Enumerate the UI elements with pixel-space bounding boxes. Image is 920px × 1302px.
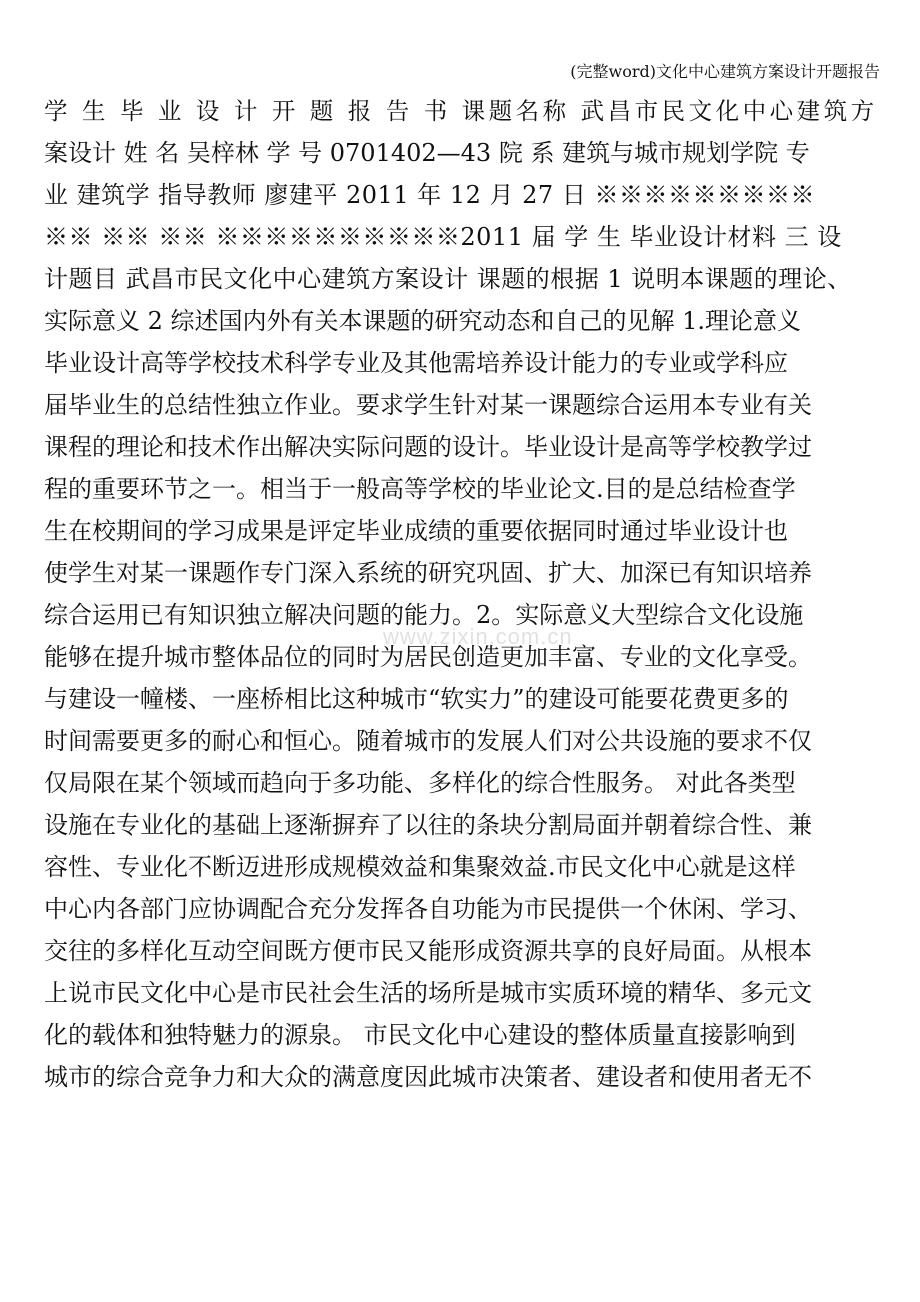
text-line: 案设计 姓 名 吴梓林 学 号 0701402—43 院 系 建筑与城市规划学院 专	[44, 139, 810, 167]
text-line: 交往的多样化互动空间既方便市民又能形成资源共享的良好局面。从根本	[44, 937, 812, 965]
text-line: 综合运用已有知识独立解决问题的能力。2。实际意义大型综合文化设施	[44, 601, 804, 629]
text-line: 上说市民文化中心是市民社会生活的场所是城市实质环境的精华、多元文	[44, 979, 812, 1007]
text-line: 化的载体和独特魅力的源泉。 市民文化中心建设的整体质量直接影响到	[44, 1021, 796, 1049]
text-line: 届毕业生的总结性独立作业。要求学生针对某一课题综合运用本专业有关	[44, 391, 812, 419]
text-line: ※※ ※※ ※※ ※※※※※※※※※※2011 届 学 生 毕业设计材料 三 设	[44, 223, 842, 251]
text-line: 能够在提升城市整体品位的同时为居民创造更加丰富、专业的文化享受。	[44, 643, 812, 671]
text-line: 计题目 武昌市民文化中心建筑方案设计 课题的根据 1 说明本课题的理论、	[44, 265, 852, 293]
text-line: 仅局限在某个领域而趋向于多功能、多样化的综合性服务。 对此各类型	[44, 769, 796, 797]
text-line: 业 建筑学 指导教师 廖建平 2011 年 12 月 27 日 ※※※※※※※※※	[44, 181, 815, 209]
text-line: 课程的理论和技术作出解决实际问题的设计。毕业设计是高等学校教学过	[44, 433, 812, 461]
text-line: 毕业设计高等学校技术科学专业及其他需培养设计能力的专业或学科应	[44, 349, 788, 377]
text-line: 使学生对某一课题作专门深入系统的研究巩固、扩大、加深已有知识培养	[44, 559, 812, 587]
text-line: 生在校期间的学习成果是评定毕业成绩的重要依据同时通过毕业设计也	[44, 517, 788, 545]
text-line: 中心内各部门应协调配合充分发挥各自功能为市民提供一个休闲、学习、	[44, 895, 812, 923]
text-line: 设施在专业化的基础上逐渐摒弃了以往的条块分割局面并朝着综合性、兼	[44, 811, 812, 839]
watermark: www.zixin.com.cn	[383, 624, 573, 649]
text-line: 实际意义 2 综述国内外有关本课题的研究动态和自己的见解 1.理论意义	[44, 307, 802, 335]
text-line: 城市的综合竞争力和大众的满意度因此城市决策者、建设者和使用者无不	[44, 1063, 812, 1091]
text-line: 时间需要更多的耐心和恒心。随着城市的发展人们对公共设施的要求不仅	[44, 727, 812, 755]
running-header: (完整word)文化中心建筑方案设计开题报告	[570, 62, 880, 81]
text-line: 程的重要环节之一。相当于一般高等学校的毕业论文.目的是总结检查学	[44, 475, 796, 503]
body-text	[44, 90, 884, 1098]
text-line: 学 生 毕 业 设 计 开 题 报 告 书 课题名称 武昌市民文化中心建筑方	[44, 97, 878, 125]
text-line: 容性、专业化不断迈进形成规模效益和集聚效益.市民文化中心就是这样	[44, 853, 796, 881]
text-line: 与建设一幢楼、一座桥相比这种城市“软实力”的建设可能要花费更多的	[44, 685, 789, 713]
